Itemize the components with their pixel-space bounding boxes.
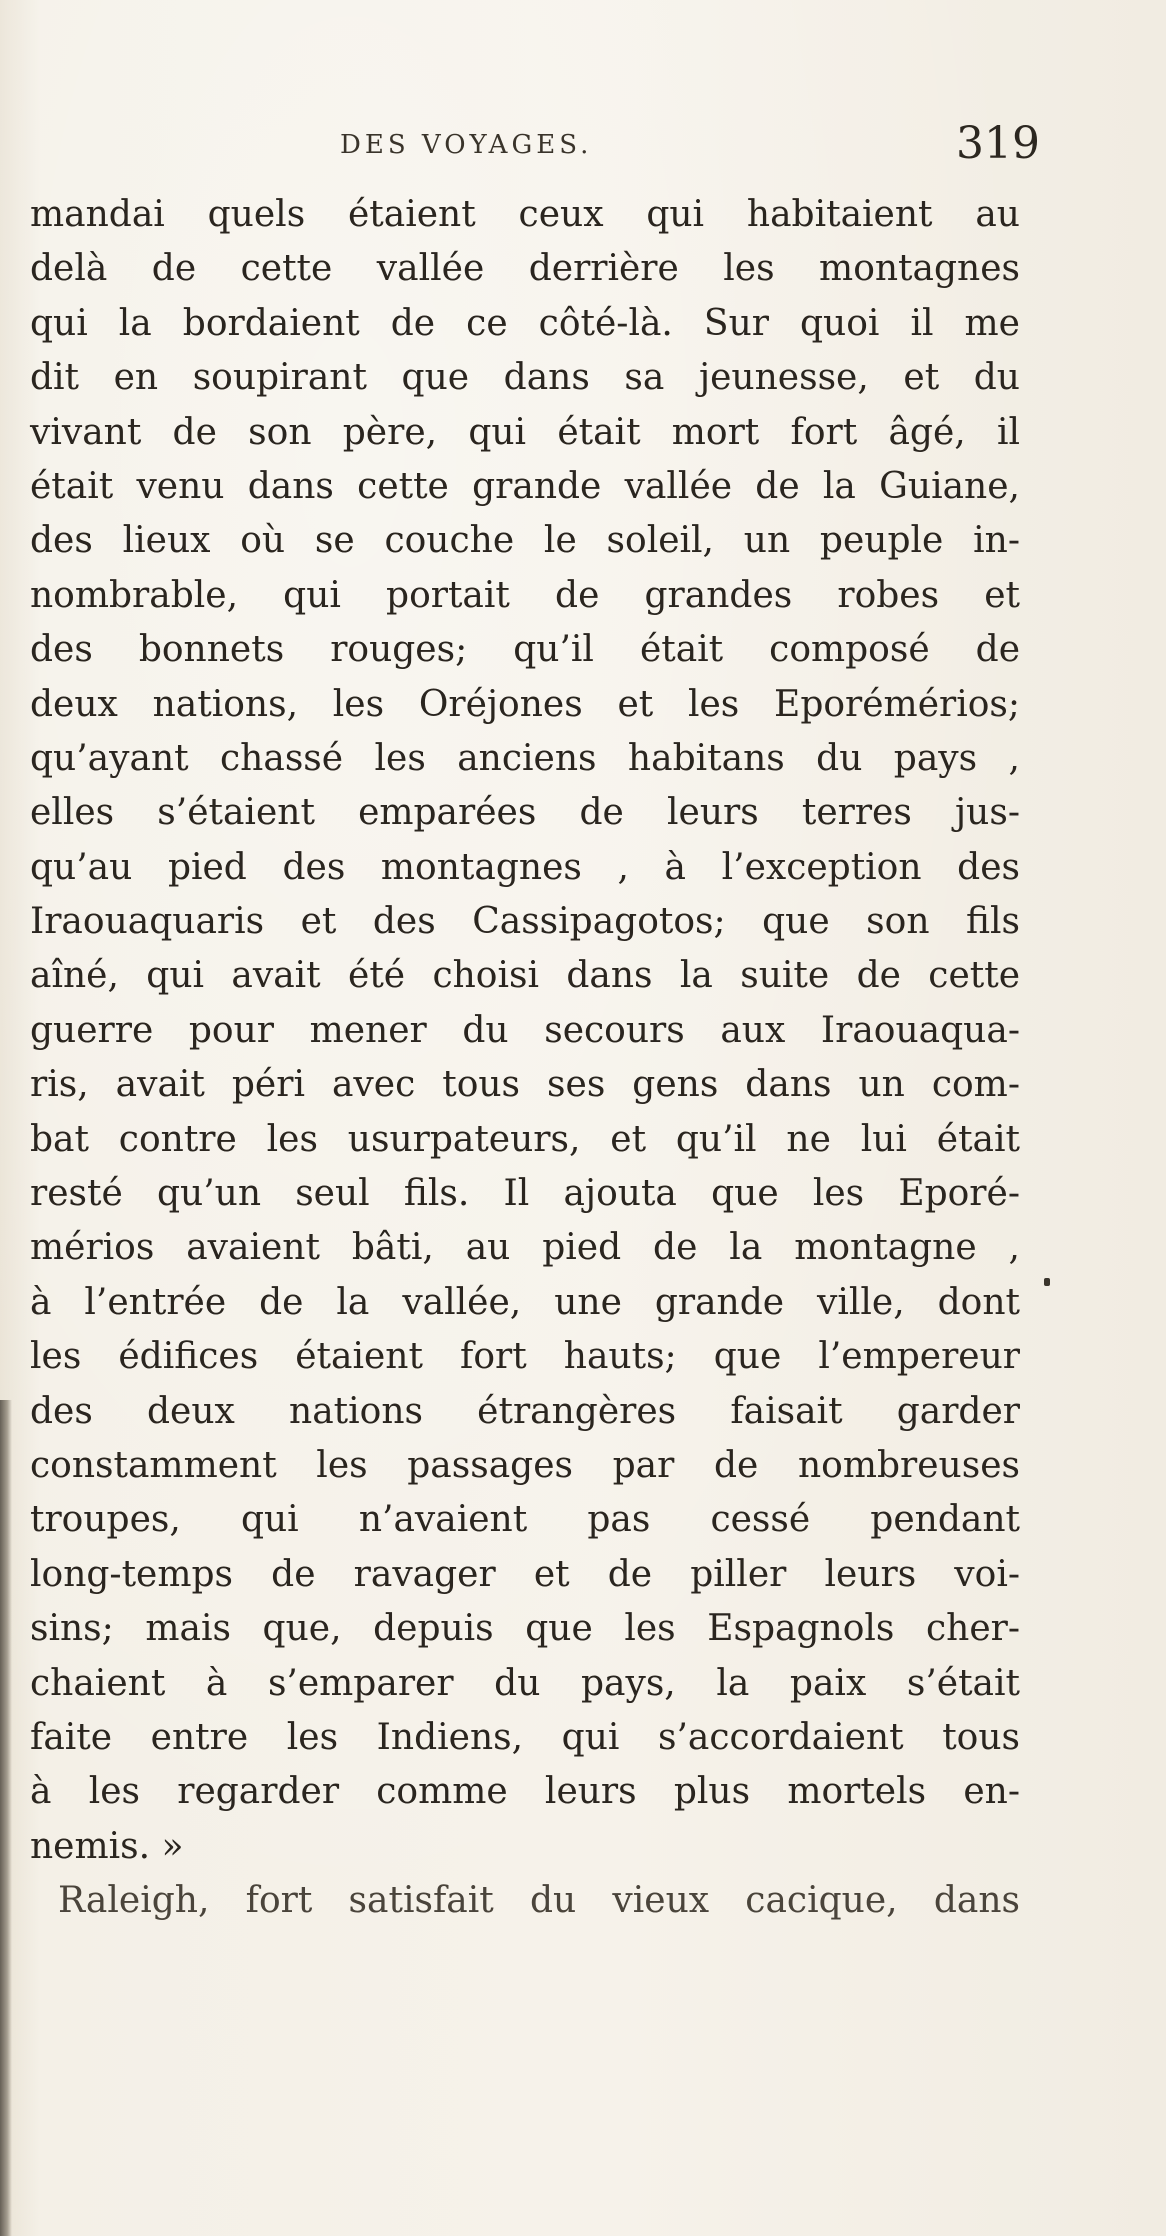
page-number: 319 xyxy=(956,118,1040,169)
running-title: DES VOYAGES. xyxy=(340,130,593,160)
ink-speck xyxy=(1044,1278,1050,1286)
text-line-paragraph-end: nemis. » xyxy=(30,1825,184,1867)
text-line: chaient à s’emparer du pays, la paix s’était xyxy=(30,1662,1020,1704)
text-line: des bonnets rouges; qu’il était composé de xyxy=(30,629,1020,671)
text-line: mandai quels étaient ceux qui habitaient au xyxy=(30,194,1020,235)
text-line: dit en soupirant que dans sa jeunesse, et du xyxy=(30,357,1020,399)
text-line: delà de cette vallée derrière les montagnes xyxy=(30,248,1020,290)
text-line: qui la bordaient de ce côté-là. Sur quoi il me xyxy=(30,302,1020,344)
text-line: à les regarder comme leurs plus mortels en- xyxy=(30,1771,1020,1813)
text-line: nombrable, qui portait de grandes robes et xyxy=(30,574,1020,616)
text-line: elles s’étaient emparées de leurs terres jus- xyxy=(30,792,1020,834)
text-line: vivant de son père, qui était mort fort âgé, il xyxy=(30,411,1020,453)
text-line: constamment les passages par de nombreuses xyxy=(30,1444,1020,1486)
text-line: resté qu’un seul fils. Il ajouta que les Eporé- xyxy=(30,1173,1020,1215)
body-text xyxy=(30,188,1020,1929)
text-line: deux nations, les Oréjones et les Eporémérios; xyxy=(30,683,1020,725)
text-line: mérios avaient bâti, au pied de la montagne , xyxy=(30,1227,1020,1269)
text-line: sins; mais que, depuis que les Espagnols cher- xyxy=(30,1608,1020,1650)
text-line: bat contre les usurpateurs, et qu’il ne lui était xyxy=(30,1118,1020,1160)
text-line: faite entre les Indiens, qui s’accordaient tous xyxy=(30,1716,1020,1758)
text-line: était venu dans cette grande vallée de la Guiane, xyxy=(30,465,1020,507)
text-line: Iraouaquaris et des Cassipagotos; que son fils xyxy=(30,901,1020,943)
text-line: à l’entrée de la vallée, une grande ville, dont xyxy=(30,1281,1020,1323)
text-line: qu’ayant chassé les anciens habitans du pays , xyxy=(30,737,1020,779)
text-line: guerre pour mener du secours aux Iraouaqua- xyxy=(30,1009,1020,1051)
text-line: aîné, qui avait été choisi dans la suite de cette xyxy=(30,955,1020,997)
text-line: qu’au pied des montagnes , à l’exception des xyxy=(30,846,1020,888)
page-binding-edge xyxy=(0,1400,12,2236)
text-line: des deux nations étrangères faisait garder xyxy=(30,1390,1020,1432)
text-line: des lieux où se couche le soleil, un peuple in- xyxy=(30,520,1020,562)
text-line-paragraph-start: Raleigh, fort satisfait du vieux cacique, dans xyxy=(58,1880,1020,1922)
text-line: ris, avait péri avec tous ses gens dans un com- xyxy=(30,1064,1020,1106)
text-line: troupes, qui n’avaient pas cessé pendant xyxy=(30,1499,1020,1541)
text-line: les édifices étaient fort hauts; que l’empereur xyxy=(30,1336,1020,1378)
running-head xyxy=(340,118,1040,178)
text-line: long-temps de ravager et de piller leurs voi- xyxy=(30,1553,1020,1595)
